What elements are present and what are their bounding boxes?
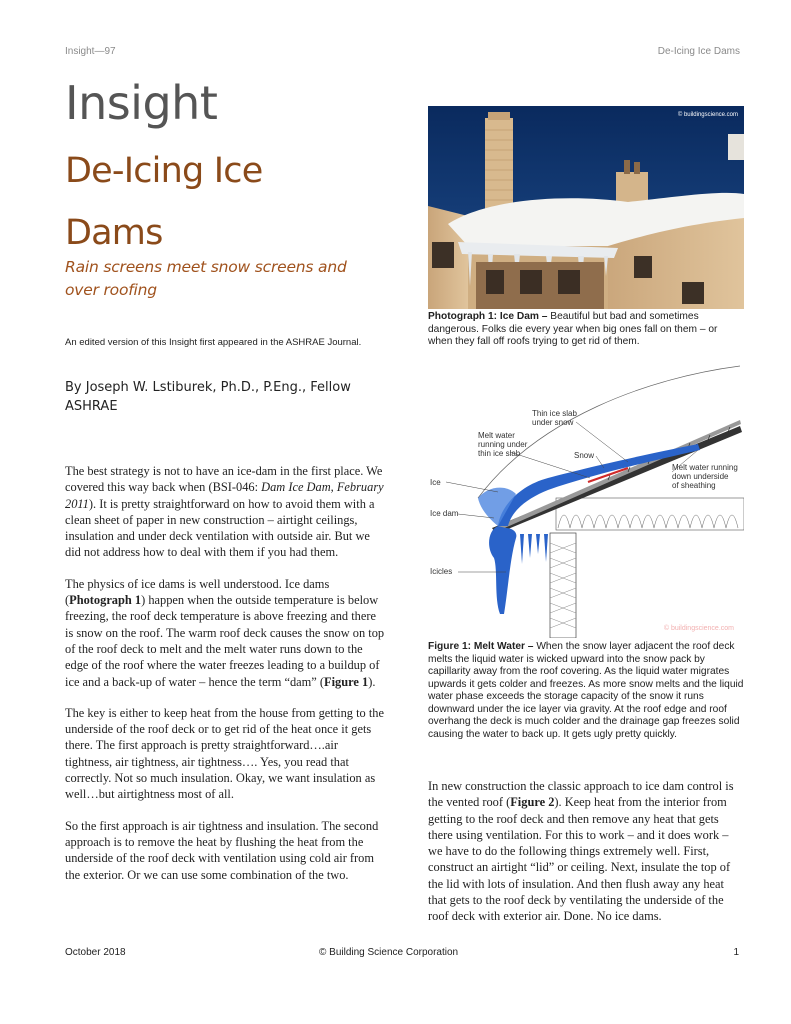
label-under-snow: under snow (532, 418, 574, 427)
author-byline: By Joseph W. Lstiburek, Ph.D., P.Eng., Fellow ASHRAE (65, 380, 351, 414)
body-left-column (65, 463, 385, 898)
label-ice-dam: Ice dam (430, 509, 459, 518)
running-header-right: De-Icing Ice Dams (657, 46, 740, 57)
photo-watermark: © buildingscience.com (677, 112, 738, 118)
running-header-left: Insight—97 (65, 46, 116, 57)
publication-note: An edited version of this Insight first appeared in the ASHRAE Journal. (65, 337, 362, 348)
label-thin-ice-slab: thin ice slab (478, 449, 521, 458)
figure-reference: Figure 1 (324, 674, 369, 689)
footer-copyright: © Building Science Corporation (319, 947, 459, 958)
footer-date: October 2018 (65, 947, 126, 958)
paragraph-2: The physics of ice dams is well understood. Ice dams (Photograph 1) happen when the outside temperature is below freezing, the roof deck temperature is above freezing and there is snow on the roof. The warm roof deck causes the snow on top of the roof deck to melt and the melt water runs down to the edge of the roof where the water freezes leading to a buildup of ice and a back-up of water – hence the term “dam” (Figure 1). (65, 576, 385, 689)
series-title: Insight (65, 76, 218, 130)
label-icicles: Icicles (430, 567, 453, 576)
paragraph-3: The key is either to keep heat from the house from getting to the underside of the roof deck or to get rid of the heat once it gets there. The first approach is pretty straightforward….air tightness, air tightness, air tightness…. Yes, you read that correctly. Not so much insulation. Okay, we want insulation as well…but airtightness most of all. (65, 705, 384, 802)
page-title: De-Icing Ice Dams (65, 151, 263, 253)
label-thin-ice: Thin ice slab (532, 409, 577, 418)
label-snow: Snow (574, 451, 595, 460)
melt-water-diagram (428, 358, 744, 638)
photo-reference: Photograph 1 (69, 593, 142, 608)
body-right-column (428, 778, 744, 940)
label-ice: Ice (430, 478, 441, 487)
figure-caption: Figure 1: Melt Water – When the snow layer adjacent the roof deck melts the liquid water is wicked upward into the snow pack by capillarity away from the roof covering. As the liquid water migrates upwards it gets colder and freezes. As more snow melts and the liquid water phase exceeds the storage capacity of the snow it runs downward under the ice layer via gravity. At the roof edge and roof overhang the deck is much colder and the drainage gap freezes solid causing the water to back up. It gets ugly pretty quickly. (428, 641, 744, 740)
figure-watermark: © buildingscience.com (663, 625, 734, 632)
photo-caption: Photograph 1: Ice Dam – Beautiful but bad and sometimes dangerous. Folks die every year when big ones fall on them – or when they fall off roofs trying to get rid of them. (428, 311, 718, 347)
page-number: 1 (733, 947, 739, 958)
ice-dam-photograph (428, 106, 744, 309)
label-of-sheathing: of sheathing (672, 481, 716, 490)
label-melt-running: Melt water running (672, 463, 738, 472)
paragraph-1: The best strategy is not to have an ice-dam in the first place. We covered this way back when (BSI-046: Dam Ice Dam, February 2011). It is pretty straightforward on how to avoid them with a clean sheet of paper in new construction – airtight ceilings, insulation and under deck ventilation with outside air. But we did not address how to deal with them if you had them. (65, 464, 384, 560)
label-running-under: running under (478, 440, 528, 449)
label-down-underside: down underside (672, 472, 729, 481)
page-subtitle: Rain screens meet snow screens and over roofing (65, 258, 347, 299)
figure-2-reference: Figure 2 (510, 795, 555, 810)
paragraph-5: In new construction the classic approach to ice dam control is the vented roof (Figure 2). Keep heat from the interior from getting to the roof deck and then remove any heat that gets there using ventilation. For this to work – and it does work – we have to do the following things extremely well. First, construct an airtight “lid” or ceiling. Next, insulate the top of the lid with lots of insulation. And then flush away any heat that gets to the roof deck by ventilating the underside of the roof deck with exterior air. Done. No ice dams. (428, 779, 734, 924)
paragraph-4: So the first approach is air tightness and insulation. The second approach is to remove the heat by flushing the heat from the underside of the roof deck with ventilation using cold air from the exterior. Or we can use some combination of the two. (65, 818, 379, 882)
label-melt-water: Melt water (478, 431, 515, 440)
